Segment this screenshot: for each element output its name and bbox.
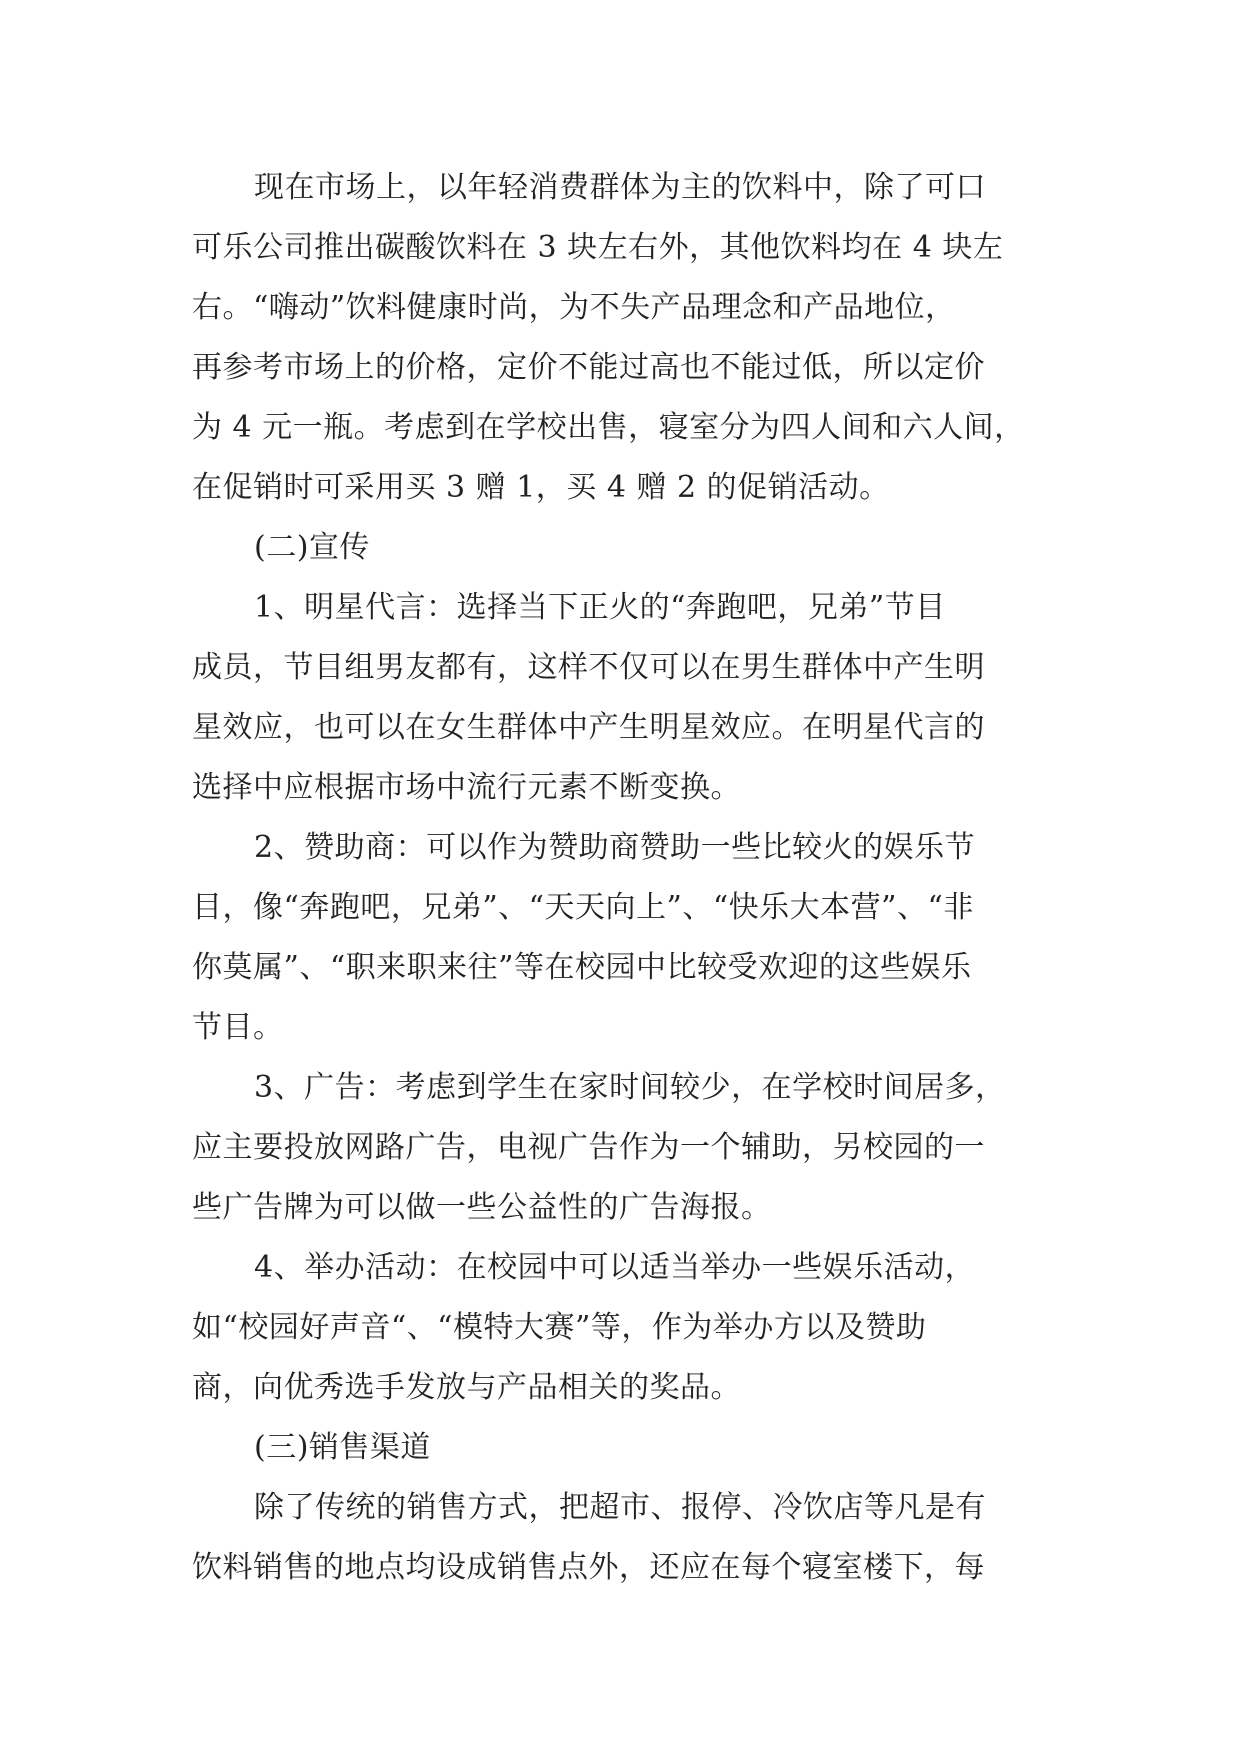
paragraph-sponsor-line-1: 2、赞助商：可以作为赞助商赞助一些比较火的娱乐节: [254, 830, 976, 865]
paragraph-events-line-3: 商，向优秀选手发放与产品相关的奖品。: [192, 1370, 741, 1405]
paragraph-channels-line-2: 饮料销售的地点均设成销售点外，还应在每个寝室楼下，每: [192, 1550, 985, 1585]
paragraph-pricing-line-1: 现在市场上，以年轻消费群体为主的饮料中，除了可口: [254, 170, 986, 205]
paragraph-pricing-line-4: 再参考市场上的价格，定价不能过高也不能过低，所以定价: [192, 350, 985, 385]
paragraph-sponsor-line-2: 目，像“奔跑吧，兄弟”、“天天向上”、“快乐大本营”、“非: [192, 890, 974, 925]
paragraph-celebrity-line-2: 成员，节目组男友都有，这样不仅可以在男生群体中产生明: [192, 650, 985, 685]
document-body: [192, 158, 1052, 1598]
section-heading-sales-channels: (三)销售渠道: [254, 1430, 431, 1465]
paragraph-sponsor-line-4: 节目。: [192, 1010, 284, 1045]
paragraph-events-line-1: 4、举办活动：在校园中可以适当举办一些娱乐活动，: [254, 1250, 976, 1285]
paragraph-pricing-line-3: 右。“嗨动”饮料健康时尚，为不失产品理念和产品地位，: [192, 290, 956, 325]
paragraph-pricing-line-6: 在促销时可采用买 3 赠 1，买 4 赠 2 的促销活动。: [192, 470, 890, 505]
paragraph-celebrity-line-1: 1、明星代言：选择当下正火的“奔跑吧，兄弟”节目: [254, 590, 946, 625]
paragraph-pricing-line-2: 可乐公司推出碳酸饮料在 3 块左右外，其他饮料均在 4 块左: [192, 230, 1004, 265]
paragraph-pricing-line-5: 为 4 元一瓶。考虑到在学校出售，寝室分为四人间和六人间，: [192, 410, 1025, 445]
paragraph-celebrity-line-4: 选择中应根据市场中流行元素不断变换。: [192, 770, 741, 805]
paragraph-advertising-line-1: 3、广告：考虑到学生在家时间较少，在学校时间居多，: [254, 1070, 1006, 1105]
paragraph-advertising-line-2: 应主要投放网路广告，电视广告作为一个辅助，另校园的一: [192, 1130, 985, 1165]
paragraph-celebrity-line-3: 星效应，也可以在女生群体中产生明星效应。在明星代言的: [192, 710, 985, 745]
paragraph-advertising-line-3: 些广告牌为可以做一些公益性的广告海报。: [192, 1190, 772, 1225]
section-heading-promotion: (二)宣传: [254, 530, 370, 565]
paragraph-events-line-2: 如“校园好声音“、“模特大赛”等，作为举办方以及赞助: [192, 1310, 927, 1345]
paragraph-channels-line-1: 除了传统的销售方式，把超市、报停、冷饮店等凡是有: [254, 1490, 986, 1525]
paragraph-sponsor-line-3: 你莫属”、“职来职来往”等在校园中比较受欢迎的这些娱乐: [192, 950, 972, 985]
